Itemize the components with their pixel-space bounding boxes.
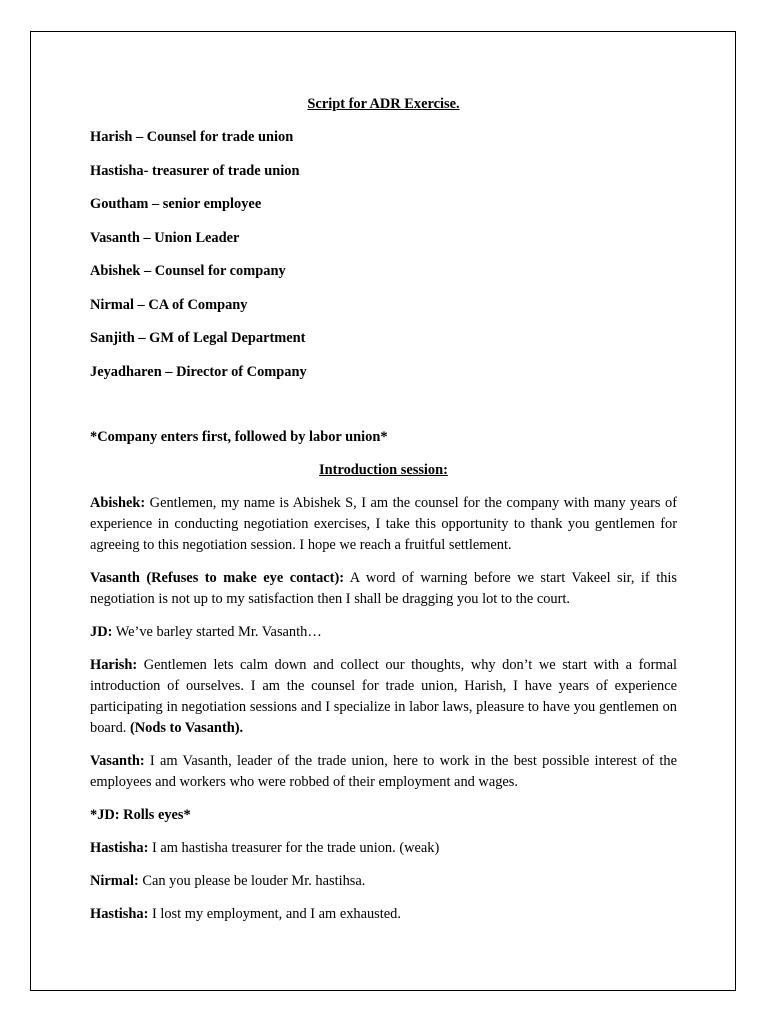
speaker-name: Vasanth: [90, 752, 145, 769]
dialogue-line [90, 568, 677, 610]
dialogue-line [90, 493, 677, 556]
cast-entry: Sanjith – GM of Legal Department [90, 330, 306, 346]
dialogue-line [90, 655, 677, 739]
speaker-name: Harish: [90, 656, 138, 673]
speaker-name: JD: [90, 623, 113, 640]
speaker-name: Hastisha: [90, 905, 149, 922]
dialogue-text: Gentlemen, my name is Abishek S, I am the counsel for the company with many years of experience in conducting negotiation exercises, I take this opportunity to thank you gentlemen for agreeing to this negotiation session. I hope we reach a fruitful settlement. [90, 494, 677, 553]
dialogue-line [90, 751, 677, 793]
stage-note: *Company enters first, followed by labor union* [90, 428, 388, 445]
dialogue-text: I am hastisha treasurer for the trade union. (weak) [148, 839, 440, 856]
cast-entry: Harish – Counsel for trade union [90, 129, 294, 145]
dialogue-text: Can you please be louder Mr. hastihsa. [138, 872, 366, 889]
dialogue-text: I lost my employment, and I am exhausted. [148, 905, 401, 922]
speaker-name: Vasanth (Refuses to make eye contact): [90, 569, 345, 586]
cast-list [90, 127, 677, 383]
dialogue-text: Gentlemen lets calm down and collect our thoughts, why don’t we start with a formal introduction of ourselves. I am the counsel for trade union, Harish, I have years of experience participating in negotiation sessions and I specialize in labor laws, pleasure to have you gentlemen on board. [90, 656, 677, 736]
document-title: Script for ADR Exercise. [307, 96, 460, 112]
dialogue-line [90, 904, 677, 925]
speaker-name: Abishek: [90, 494, 146, 511]
dialogue-line [90, 838, 677, 859]
cast-entry: Hastisha- treasurer of trade union [90, 162, 300, 179]
section-heading: Introduction session: [319, 461, 448, 478]
speaker-name: *JD: Rolls eyes* [90, 806, 191, 823]
speaker-name: Hastisha: [90, 839, 149, 856]
cast-entry: Goutham – senior employee [90, 196, 262, 212]
dialogue-line [90, 622, 677, 643]
dialogue-line [90, 805, 677, 826]
cast-entry: Abishek – Counsel for company [90, 263, 286, 279]
stage-direction: (Nods to Vasanth). [129, 719, 244, 736]
script-body [90, 94, 677, 937]
dialogue-line [90, 871, 677, 892]
cast-entry: Nirmal – CA of Company [90, 296, 248, 313]
speaker-name: Nirmal: [90, 872, 139, 889]
cast-entry: Jeyadharen – Director of Company [90, 363, 307, 380]
dialogue-text: A word of warning before we start Vakeel sir, if this negotiation is not up to my satisfaction then I shall be dragging you lot to the court. [90, 569, 677, 607]
dialogue-text: We’ve barley started Mr. Vasanth… [112, 623, 322, 640]
cast-entry: Vasanth – Union Leader [90, 229, 240, 246]
document-page [30, 31, 736, 991]
dialogue-text: I am Vasanth, leader of the trade union, here to work in the best possible interest of the employees and workers who were robbed of their employment and wages. [90, 752, 677, 790]
